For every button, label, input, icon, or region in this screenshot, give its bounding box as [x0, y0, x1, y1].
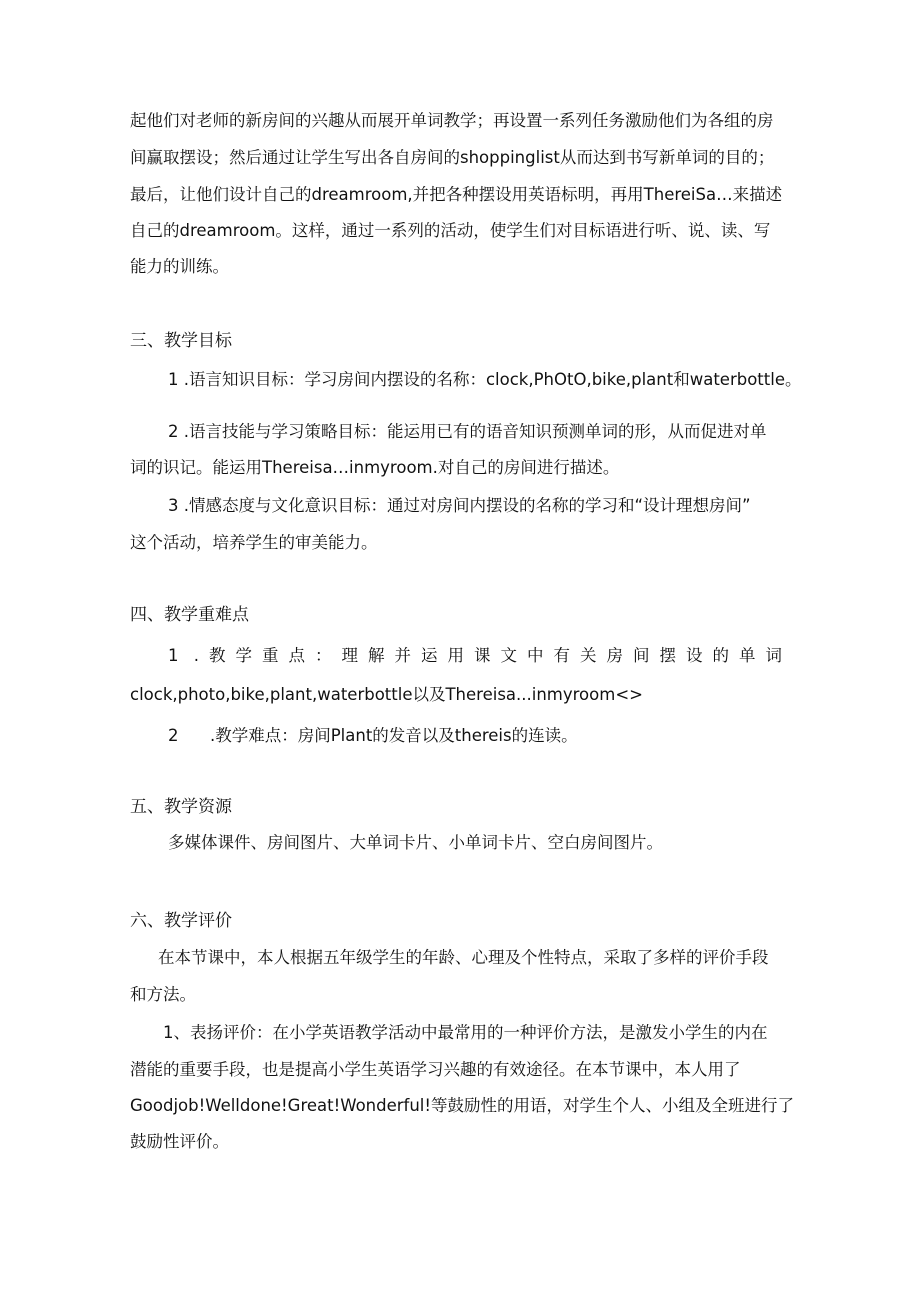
objective-item-3-cont: 这个活动，培养学生的审美能力。: [130, 533, 378, 552]
objective-item-1: 1 .语言知识目标：学习房间内摆设的名称：clock,PhOtO,bike,plant和waterbottle。: [168, 370, 802, 389]
key-point-item-2: 2 .教学难点：房间Plant的发音以及thereis的连读。: [168, 726, 578, 745]
section-heading-evaluation: 六、教学评价: [130, 911, 232, 931]
key-point-item-1: 1 .教学重点：理解并运用课文中有关房间摆设的单词: [168, 646, 782, 665]
evaluation-paragraph-2-cont: Goodjob!Welldone!Great!Wonderful!等鼓励性的用语，对学生个人、小组及全班进行了: [130, 1096, 795, 1115]
section-heading-resources: 五、教学资源: [130, 797, 232, 817]
evaluation-paragraph-2-cont: 潜能的重要手段，也是提高小学生英语学习兴趣的有效途径。在本节课中，本人用了: [130, 1060, 741, 1079]
objective-item-2-cont: 词的识记。能运用Thereisa…inmyroom.对自己的房间进行描述。: [130, 458, 620, 477]
section-heading-objectives: 三、教学目标: [130, 331, 232, 351]
objective-item-2: 2 .语言技能与学习策略目标：能运用已有的语音知识预测单词的形，从而促进对单: [168, 422, 767, 441]
objective-item-3: 3 .情感态度与文化意识目标：通过对房间内摆设的名称的学习和“设计理想房间”: [168, 496, 751, 515]
evaluation-paragraph-1-cont: 和方法。: [130, 985, 196, 1004]
section-heading-key-points: 四、教学重难点: [130, 605, 249, 625]
evaluation-paragraph-2-cont: 鼓励性评价。: [130, 1132, 229, 1151]
evaluation-paragraph-1: 在本节课中，本人根据五年级学生的年龄、心理及个性特点，采取了多样的评价手段: [158, 948, 769, 967]
resources-content: 多媒体课件、房间图片、大单词卡片、小单词卡片、空白房间图片。: [168, 833, 663, 852]
intro-line: 自己的dreamroom。这样，通过一系列的活动，使学生们对目标语进行听、说、读、写: [130, 221, 771, 240]
intro-line: 能力的训练。: [130, 257, 229, 276]
intro-line: 间赢取摆设；然后通过让学生写出各自房间的shoppinglist从而达到书写新单词的目的；: [130, 148, 775, 167]
evaluation-paragraph-2: 1、表扬评价：在小学英语教学活动中最常用的一种评价方法，是激发小学生的内在: [163, 1023, 768, 1042]
intro-line: 起他们对老师的新房间的兴趣从而展开单词教学；再设置一系列任务激励他们为各组的房: [130, 111, 774, 130]
intro-line: 最后，让他们设计自己的dreamroom,并把各种摆设用英语标明，再用ThereiSa…来描述: [130, 185, 783, 204]
key-point-item-1-cont: clock,photo,bike,plant,waterbottle以及Thereisa...inmyroom<>: [130, 685, 643, 704]
